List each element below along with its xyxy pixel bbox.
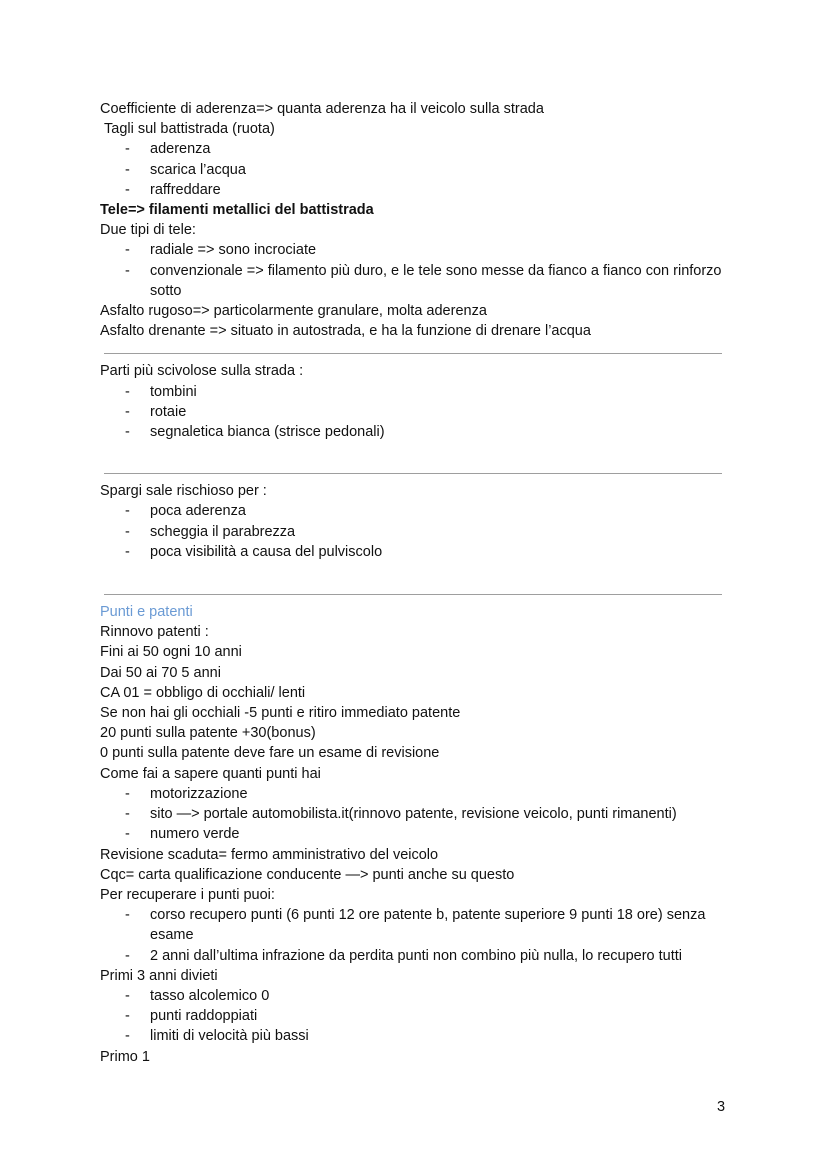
text-line: Cqc= carta qualificazione conducente —> punti anche su questo	[100, 866, 515, 883]
list-item: - scarica l’acqua	[100, 160, 740, 180]
list-item: - aderenza	[100, 139, 740, 159]
text-line: Fini ai 50 ogni 10 anni	[100, 644, 242, 661]
list-item: - tasso alcolemico 0	[100, 986, 740, 1006]
list-item: - punti raddoppiati	[100, 1006, 740, 1026]
text-line: Primo 1	[100, 1048, 150, 1065]
text-line: Se non hai gli occhiali -5 punti e ritiro immediato patente	[100, 705, 461, 722]
text-line: 0 punti sulla patente deve fare un esame di revisione	[100, 745, 440, 762]
dash-bullet-icon: -	[125, 523, 130, 540]
text-line: Per recuperare i punti puoi:	[100, 886, 275, 903]
dash-bullet-icon: -	[125, 907, 130, 924]
list-item: - corso recupero punti (6 punti 12 ore patente b, patente superiore 9 punti 18 ore) senza esame	[125, 907, 706, 944]
dash-bullet-icon: -	[125, 383, 130, 400]
text-line: Coefficiente di aderenza=> quanta aderenza ha il veicolo sulla strada	[100, 101, 544, 117]
text-line: Rinnovo patenti :	[100, 624, 209, 641]
dash-bullet-icon: -	[125, 424, 130, 441]
bullet-list-recupero	[100, 905, 740, 966]
text-line: Due tipi di tele:	[100, 222, 196, 239]
dash-bullet-icon: -	[125, 262, 130, 279]
list-item: - limiti di velocità più bassi	[100, 1026, 740, 1046]
dash-bullet-icon: -	[125, 785, 130, 802]
dash-bullet-icon: -	[125, 1028, 130, 1045]
section-title: Parti più scivolose sulla strada :	[100, 363, 304, 380]
dash-bullet-icon: -	[125, 403, 130, 420]
text-line: Come fai a sapere quanti punti hai	[100, 765, 321, 782]
dash-bullet-icon: -	[125, 181, 130, 198]
dash-bullet-icon: -	[125, 242, 130, 259]
list-item: - sito —> portale automobilista.it(rinnovo patente, revisione veicolo, punti rimanenti)	[100, 804, 740, 824]
list-item: - raffreddare	[100, 180, 740, 200]
document-page	[100, 99, 740, 1067]
bullet-list-tagli	[100, 139, 740, 200]
dash-bullet-icon: -	[125, 826, 130, 843]
list-item: - segnaletica bianca (strisce pedonali)	[100, 422, 740, 442]
text-line: Tagli sul battistrada (ruota)	[104, 121, 275, 138]
dash-bullet-icon: -	[125, 987, 130, 1004]
text-line: Revisione scaduta= fermo amministrativo del veicolo	[100, 846, 439, 863]
text-line: Asfalto rugoso=> particolarmente granulare, molta aderenza	[100, 303, 487, 320]
list-item: - scheggia il parabrezza	[100, 522, 740, 542]
list-item: - poca aderenza	[100, 501, 740, 521]
text-line: 20 punti sulla patente +30(bonus)	[100, 725, 316, 742]
list-item: - convenzionale => filamento più duro, e le tele sono messe da fianco a fianco con rinforzo sotto	[125, 262, 722, 299]
text-line: CA 01 = obbligo di occhiali/ lenti	[100, 684, 306, 701]
list-item: - numero verde	[100, 824, 740, 844]
dash-bullet-icon: -	[125, 1008, 130, 1025]
bullet-list-punti	[100, 784, 740, 845]
section-heading-punti-patenti: Punti e patenti	[100, 604, 193, 621]
list-item: - rotaie	[100, 402, 740, 422]
page-number: 3	[717, 1099, 726, 1115]
text-line: Primi 3 anni divieti	[100, 967, 218, 984]
list-item: - poca visibilità a causa del pulviscolo	[100, 542, 740, 562]
dash-bullet-icon: -	[125, 543, 130, 560]
bullet-list-scivolose	[100, 382, 740, 443]
list-item: - tombini	[100, 382, 740, 402]
dash-bullet-icon: -	[125, 947, 130, 964]
tele-heading: Tele=> filamenti metallici del battistrada	[100, 202, 374, 219]
bullet-list-tele	[100, 240, 740, 301]
bullet-list-sale	[100, 501, 740, 562]
section-title: Spargi sale rischioso per :	[100, 483, 267, 500]
list-item: - radiale => sono incrociate	[100, 240, 740, 260]
text-line: Dai 50 ai 70 5 anni	[100, 664, 221, 681]
dash-bullet-icon: -	[125, 806, 130, 823]
dash-bullet-icon: -	[125, 503, 130, 520]
dash-bullet-icon: -	[125, 161, 130, 178]
list-item: - motorizzazione	[100, 784, 740, 804]
dash-bullet-icon: -	[125, 141, 130, 158]
bullet-list-divieti	[100, 986, 740, 1047]
text-line: Asfalto drenante => situato in autostrada, e ha la funzione di drenare l’acqua	[100, 323, 591, 340]
list-item: - 2 anni dall’ultima infrazione da perdita punti non combino più nulla, lo recupero tutti	[100, 946, 740, 966]
